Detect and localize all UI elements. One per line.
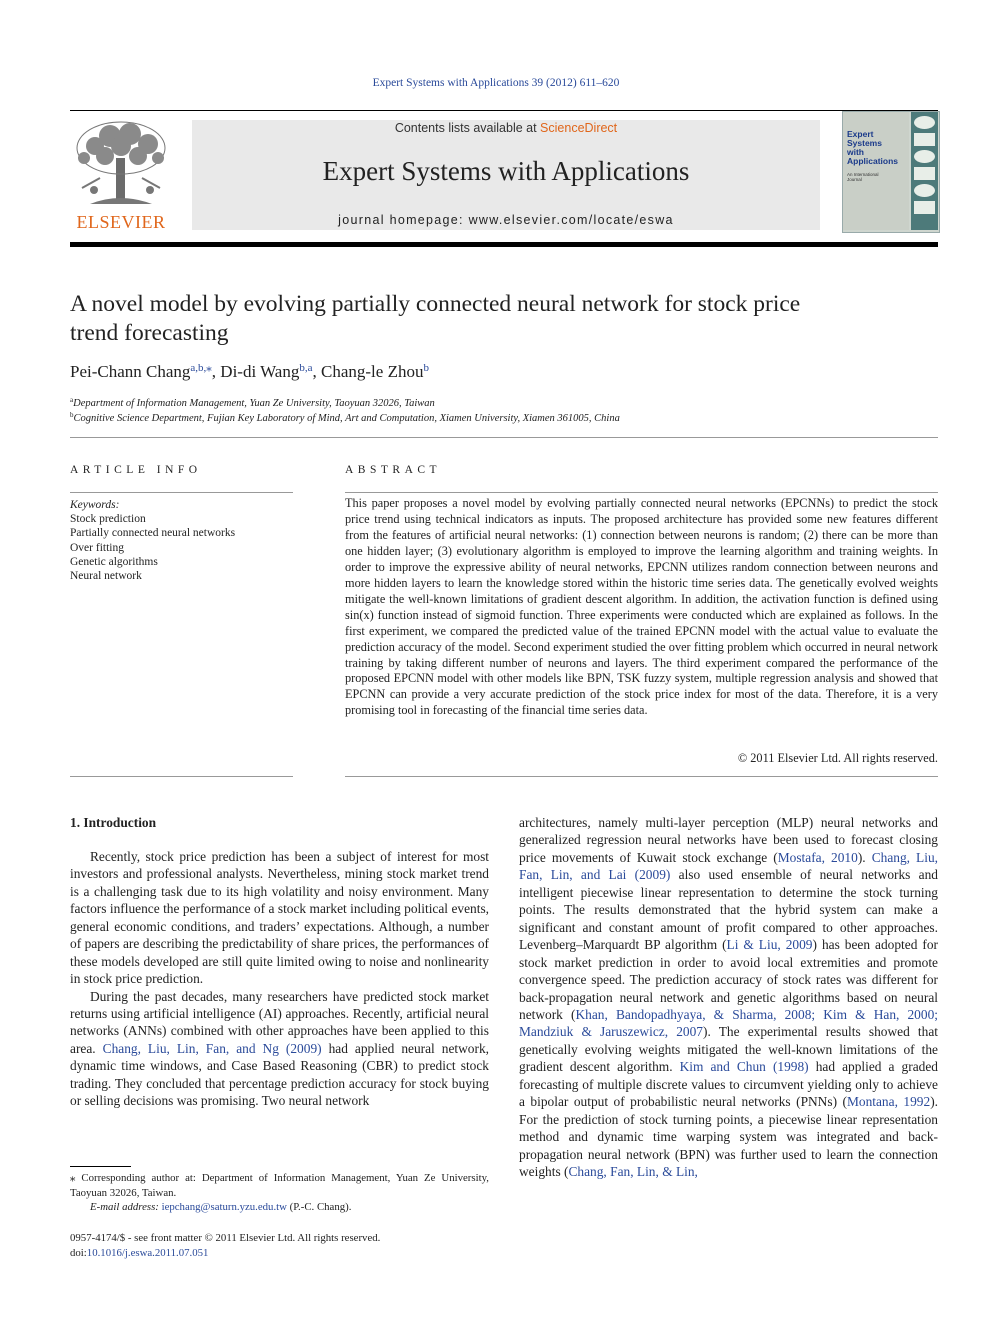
author-affil-link[interactable]: a,b,⁎	[190, 362, 212, 374]
citation-link[interactable]: Khan, Bandopadhyaya, & Sharma, 2008; Kim & Han, 2000; Mandziuk & Jaruszewicz, 2007	[519, 1006, 938, 1040]
copyright-notice: © 2011 Elsevier Ltd. All rights reserved.	[737, 751, 938, 765]
citation-link[interactable]: Montana, 1992	[846, 1094, 931, 1110]
footnote-rule	[70, 1166, 131, 1167]
author-affil-link[interactable]: b,a	[299, 362, 313, 374]
keyword: Stock prediction	[70, 513, 146, 526]
paragraph: During the past decades, many researchers have predicted stock market returns using artificial intelligence (AI) approaches. Recently, artificial neural networks (ANNs) combined with other approaches have been applied to this area. Chang, Liu, Lin, Fan, and Ng (2009) had applied neural network, dynamic time windows, and Case Based Reasoning (CBR) to predict stock trading. They concluded that percentage prediction accuracy for stock buying or selling decisions was promising. Two neural network	[70, 988, 489, 1109]
header-thick-rule	[70, 242, 938, 247]
section-heading: 1. Introduction	[70, 815, 157, 830]
article-info-heading: ARTICLE INFO	[70, 464, 202, 476]
contents-prefix: Contents lists available at	[394, 121, 541, 135]
cover-subtitle: An International Journal	[847, 172, 879, 182]
journal-cover[interactable]	[842, 111, 940, 233]
author-name: Pei-Chann Chang	[70, 362, 191, 381]
author-name: Di-di Wang	[220, 362, 300, 381]
citation-link[interactable]: Chang, Fan, Lin, & Lin,	[568, 1164, 698, 1180]
doi-line: doi:10.1016/j.eswa.2011.07.051	[70, 1246, 209, 1259]
affil-divider	[70, 437, 938, 438]
keywords-label: Keywords:	[70, 499, 120, 511]
journal-title: Expert Systems with Applications	[322, 156, 690, 186]
title-line-1: A novel model by evolving partially connected neural network for stock price	[70, 291, 801, 317]
article-info-rule	[70, 492, 293, 493]
title-line-2: trend forecasting	[70, 320, 229, 346]
author-affil-link[interactable]: b	[423, 362, 429, 374]
email-footnote: E-mail address: iepchang@saturn.yzu.edu.tw (P.-C. Chang).	[90, 1201, 352, 1213]
citation-link[interactable]: Chang, Liu, Lin, Fan, and Ng (2009)	[102, 1040, 322, 1056]
abstract-rule	[345, 492, 938, 493]
abstract-text: This paper proposes a novel model by evolving partially connected neural networks (EPCNNs) to predict the stock price trend using technical indicators as inputs. The proposed architecture has provided some new features different from the features of artificial neural networks: (1) connection between neurons is random; (2) there can be more than one hidden layer; (3) evolutionary algorithm is employed to improve the learning algorithm and training weights. In order to improve the expressive ability of neural networks, EPCNN utilizes random connection between neurons and more hidden layers to learn the knowledge stored within the historic time series data. The genetically evolved weights mitigate the well-known limitations of gradient descent algorithm. In addition, the activation function is defined using sin(x) function instead of sigmoid function. Three experiments were conducted which are explained as follows. In the first experiment, we compared the predicted value of the trained EPCNN model with the actual value to evaluate the prediction accuracy of the model. Second experiment studied the over fitting problem which occurred in neural network training by taking different number of neurons and layers. The third experiment compared the performance of the proposed EPCNN model with other models like BPN, TSK fuzzy system, multiple regression analysis and showed that EPCNN can provide a very accurate prediction of the stock price index for most of the data. Therefore, it is a very promising tool in forecasting of the financial time series data.	[345, 496, 938, 718]
citation-link[interactable]: Mostafa, 2010	[777, 849, 858, 865]
info-bottom-rule	[70, 776, 293, 777]
right-column	[519, 814, 938, 1181]
cover-icons	[914, 116, 935, 214]
front-matter	[70, 1231, 380, 1260]
issn-line: 0957-4174/$ - see front matter © 2011 Elsevier Ltd. All rights reserved.	[70, 1232, 381, 1244]
elsevier-wordmark: ELSEVIER	[76, 212, 166, 232]
keyword: Over fitting	[70, 541, 124, 554]
paragraph: Recently, stock price prediction has been a subject of interest for most investors and professional analysts. Nevertheless, mining stock market trend is a challenging task due to its high volatility and noisy environment. Many factors influence the performance of a stock market including political events, general economic conditions, and traders’ expectations. Although, a number of papers are describing the predictability of share prices, the performances of these models developed are still quite limited owing to noise and nonlinearity in stock price prediction.	[70, 848, 489, 987]
journal-homepage	[192, 213, 820, 227]
abstract-heading: ABSTRACT	[345, 464, 442, 476]
affiliation-b: $^b$Cognitive Science Department, Fujian Key Laboratory of Mind, Art and Computation, Xiamen University, Xiamen 361005, China	[70, 411, 620, 424]
sciencedirect-link[interactable]: ScienceDirect	[540, 121, 618, 135]
keyword: Partially connected neural networks	[70, 527, 236, 540]
article-title	[70, 290, 938, 348]
citation-link[interactable]: Kim and Chun (1998)	[679, 1059, 809, 1075]
author-list: Pei-Chann Chang$^{a,b,⁎}$, Di-di Wang$^{b,a}$, Chang-le Zhou$^b$	[70, 362, 429, 381]
homepage-prefix: journal homepage:	[338, 213, 469, 227]
homepage-link[interactable]: www.elsevier.com/locate/eswa	[468, 213, 674, 227]
journal-reference[interactable]: Expert Systems with Applications 39 (2012) 611–620	[372, 77, 620, 89]
abstract-bottom-rule	[345, 776, 938, 777]
elsevier-logo[interactable]	[70, 118, 172, 233]
keywords-block	[70, 498, 235, 583]
doi-link[interactable]: 10.1016/j.eswa.2011.07.051	[86, 1246, 209, 1259]
left-column	[70, 814, 489, 1110]
affiliation-a: $^a$Department of Information Management, Yuan Ze University, Taoyuan 32026, Taiwan	[70, 396, 435, 409]
top-rule	[70, 110, 938, 111]
paragraph: architectures, namely multi-layer perception (MLP) neural networks and generalized regression neural networks have been used to forecast closing price movements of Kuwait stock exchange (Mostafa, 2010). Chang, Liu, Fan, Lin, and Lai (2009) also used ensemble of neural networks and intelligent piecewise linear representation to determine the stock turning points. The results demonstrated that the hybrid system can make a significant and constant amount of profit compared to other approaches. Levenberg–Marquardt BP algorithm (Li & Liu, 2009) has been adopted for stock market prediction in order to avoid local extremities and promote convergence speed. The prediction accuracy of stock rates was different for back-propagation neural network and genetic algorithms based on neural network (Khan, Bandopadhyaya, & Sharma, 2008; Kim & Han, 2000; Mandziuk & Jaruszewicz, 2007). The experimental results showed that genetically evolving weights mitigated the well-known limitations of the gradient descent algorithm. Kim and Chun (1998) had applied a graded forecasting of multiple discrete values to circumvent yielding only to achieve a bipolar output of probabilistic neural networks (PNNs) (Montana, 1992). For the prediction of stock turning points, a piecewise linear representation method and dynamic time warping system was integrated and back-propagation neural network (BPN) was further used to learn the connection weights (Chang, Fan, Lin, & Lin,	[519, 815, 939, 1180]
author-name: Chang-le Zhou	[321, 362, 424, 381]
corresponding-footnote: ⁎ Corresponding author at: Department of Information Management, Yuan Ze University, Taoyuan 32026, Taiwan.	[70, 1172, 489, 1199]
email-link[interactable]: iepchang@saturn.yzu.edu.tw	[161, 1201, 287, 1213]
keyword: Genetic algorithms	[70, 555, 158, 568]
contents-availability	[192, 121, 820, 135]
citation-link[interactable]: Li & Liu, 2009	[726, 937, 813, 953]
citation-link[interactable]: Chang, Liu, Fan, Lin, and Lai (2009)	[519, 849, 939, 883]
tree-icon	[70, 118, 172, 210]
keyword: Neural network	[70, 570, 142, 583]
cover-title: Expert Systems with Applications	[847, 129, 899, 166]
